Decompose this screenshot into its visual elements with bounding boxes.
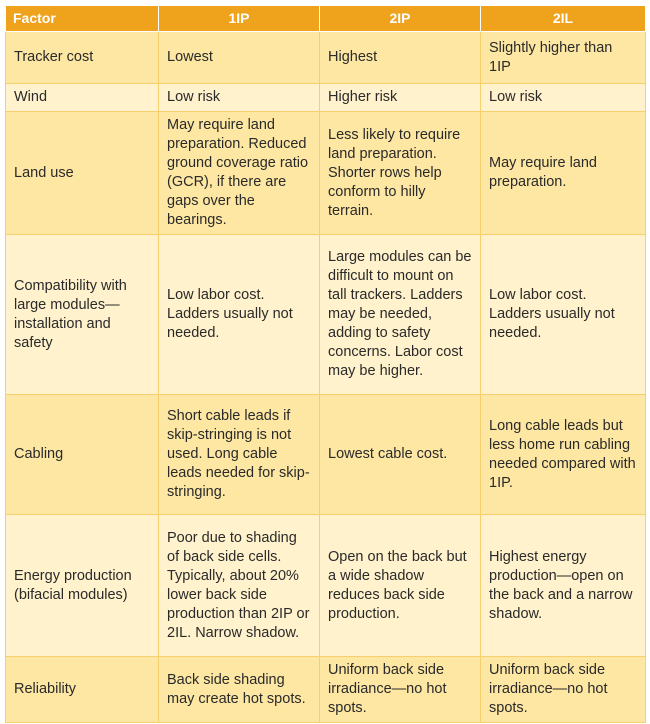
factor-cell: Cabling bbox=[6, 395, 159, 515]
factor-cell: Compatibility with large modules—installation and safety bbox=[6, 235, 159, 395]
tracker-comparison-table bbox=[5, 5, 646, 723]
cell-2ip: Open on the back but a wide shadow reduces back side production. bbox=[320, 515, 481, 657]
table-row bbox=[6, 515, 646, 657]
cell-2il: May require land preparation. bbox=[481, 112, 646, 235]
cell-2il: Long cable leads but less home run cabling needed compared with 1IP. bbox=[481, 395, 646, 515]
cell-2ip: Less likely to require land preparation. Shorter rows help conform to hilly terrain. bbox=[320, 112, 481, 235]
cell-2il: Low risk bbox=[481, 84, 646, 112]
table-row bbox=[6, 112, 646, 235]
header-factor: Factor bbox=[6, 6, 159, 32]
cell-2il: Low labor cost. Ladders usually not needed. bbox=[481, 235, 646, 395]
cell-2il: Uniform back side irradiance—no hot spots. bbox=[481, 657, 646, 723]
cell-2ip: Lowest cable cost. bbox=[320, 395, 481, 515]
table-row bbox=[6, 32, 646, 84]
header-row bbox=[6, 6, 646, 32]
factor-cell: Wind bbox=[6, 84, 159, 112]
cell-2il: Highest energy production—open on the back and a narrow shadow. bbox=[481, 515, 646, 657]
cell-1ip: Lowest bbox=[159, 32, 320, 84]
table-row bbox=[6, 657, 646, 723]
header-2il: 2IL bbox=[481, 6, 646, 32]
cell-2il: Slightly higher than 1IP bbox=[481, 32, 646, 84]
table-row bbox=[6, 395, 646, 515]
cell-1ip: Poor due to shading of back side cells. Typically, about 20% lower back side production than 2IP or 2IL. Narrow shadow. bbox=[159, 515, 320, 657]
cell-1ip: Low labor cost. Ladders usually not needed. bbox=[159, 235, 320, 395]
table-row bbox=[6, 84, 646, 112]
header-2ip: 2IP bbox=[320, 6, 481, 32]
comparison-table-wrapper bbox=[5, 5, 646, 723]
cell-1ip: May require land preparation. Reduced ground coverage ratio (GCR), if there are gaps over the bearings. bbox=[159, 112, 320, 235]
cell-1ip: Back side shading may create hot spots. bbox=[159, 657, 320, 723]
factor-cell: Reliability bbox=[6, 657, 159, 723]
table-row bbox=[6, 235, 646, 395]
cell-2ip: Large modules can be difficult to mount on tall trackers. Ladders may be needed, adding to safety concerns. Labor cost may be higher. bbox=[320, 235, 481, 395]
cell-2ip: Highest bbox=[320, 32, 481, 84]
cell-2ip: Uniform back side irradiance—no hot spots. bbox=[320, 657, 481, 723]
factor-cell: Land use bbox=[6, 112, 159, 235]
header-1ip: 1IP bbox=[159, 6, 320, 32]
cell-1ip: Short cable leads if skip-stringing is not used. Long cable leads needed for skip-stringing. bbox=[159, 395, 320, 515]
cell-1ip: Low risk bbox=[159, 84, 320, 112]
factor-cell: Energy production (bifacial modules) bbox=[6, 515, 159, 657]
factor-cell: Tracker cost bbox=[6, 32, 159, 84]
cell-2ip: Higher risk bbox=[320, 84, 481, 112]
